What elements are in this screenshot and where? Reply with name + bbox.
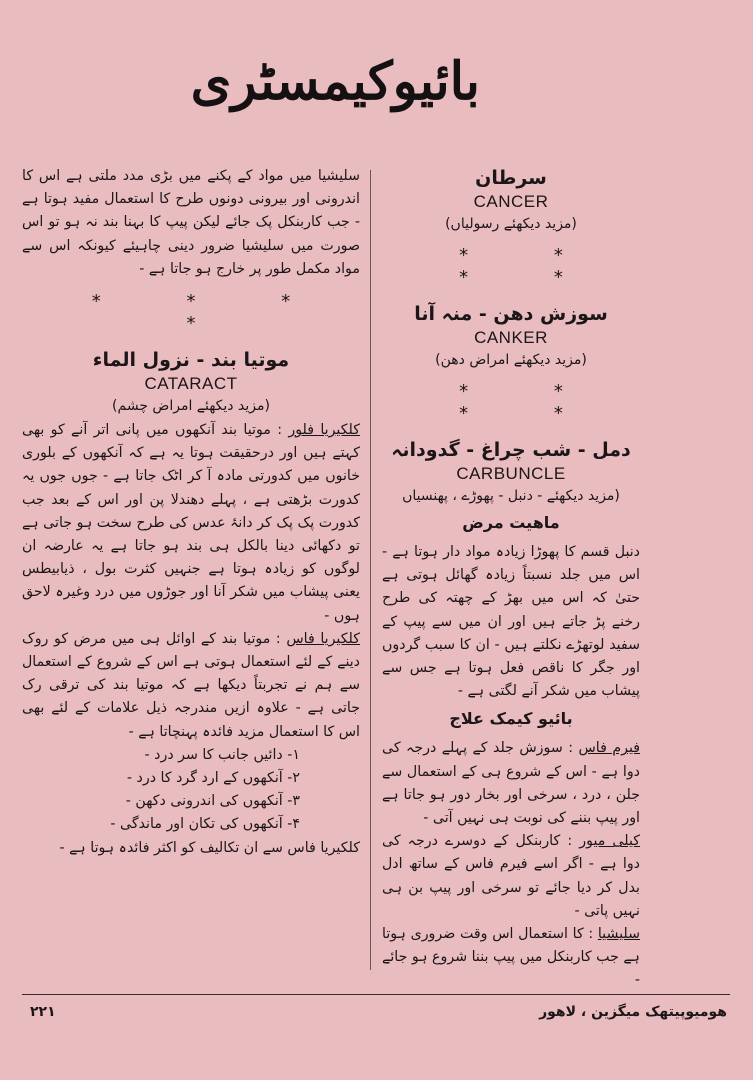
heading-carbuncle-urdu: دمل - شب چراغ - گدودانہ	[391, 439, 631, 461]
list-item: ۱- دائیں جانب کا سر درد -	[144, 746, 300, 763]
remedy-text-calcarea-phos: : موتیا بند کے اوائل ہی میں مرض کو روک دینے کے لئے استعمال ہوتی ہے اس کے شروع کے استعمال سے ہم نے تجربتاً دیکھا ہے کہ موتیا بند کی ترقی رک جاتی ہے - علاوہ ازیں مندرجہ ذیل علامات کے لئے بھی اس کا استعمال مزید فائدہ پہنچاتا ہے -	[22, 630, 360, 740]
see-also-canker: (مزید دیکھئے امراض دھن)	[435, 352, 587, 368]
section-separator: * * * *	[459, 245, 603, 288]
heading-cancer-english: CANCER	[473, 192, 549, 211]
heading-cataract-english: CATARACT	[144, 374, 238, 394]
subheading-nature-of-disease: ماھیت مرض	[462, 513, 560, 532]
paragraph-silicea	[382, 923, 640, 993]
remedy-name-ferrum-phos: فیرم فاس	[578, 740, 641, 757]
paragraph-calcarea-fluor	[22, 419, 360, 628]
footer-magazine-name: ھومیوپیتھک میگزین ، لاھور	[539, 1004, 727, 1020]
paragraph-silicea-continued: سلیشیا میں مواد کے پکنے میں بڑی مدد ملتی ہے اس کا اندرونی اور بیرونی دونوں طرح کا استعمال مفید ہوتا ہے - جب کاربنکل پک جائے لیکن پیپ کا بہنا بند نہ ہو تو اس صورت میں سلیشیا ضرور دینی چاہیئے کیونکہ اس سے مواد مکمل طور پر خارج ہو جاتا ہے -	[22, 168, 360, 277]
section-carbuncle	[382, 437, 640, 993]
remedy-name-silicea: سلیشیا	[597, 926, 640, 943]
remedy-text-kali-mur: : کاربنکل کے دوسرے درجہ کی دوا ہے - اگر اسے فیرم فاس کے ساتھ ادل بدل کر دیا جائے تو سرخی اور پیپ بن ہی نہیں پاتی -	[382, 833, 640, 919]
see-also-carbuncle: (مزید دیکھئے - دنبل - پھوڑے ، پھنسیاں	[402, 488, 620, 504]
heading-cancer-urdu: سرطان	[475, 167, 547, 189]
remedy-name-calcarea-phos: کلکیریا فاس	[286, 630, 361, 647]
paragraph-calcarea-phos	[22, 628, 360, 744]
subheading-biochemic-treatment: بائیو کیمک علاج	[449, 709, 573, 729]
remedy-text-silicea: : کا استعمال اس وقت ضروری ہوتا ہے جب کاربنکل میں پیپ بننا شروع ہو جائے -	[382, 926, 640, 989]
remedy-name-calcarea-fluor: کلکیریا فلور	[288, 422, 361, 439]
remedy-text-calcarea-fluor: : موتیا بند آنکھوں میں پانی اتر آنے کو بھی کہتے ہیں اور درحقیقت ہوتا یہ ہے کہ آنکھوں کے بلوری خانوں میں کدورتی مادہ آ کر اٹک جاتا ہے - جوں جوں یہ کدورت بڑھتی ہے ، پہلے دھندلا پن اور اس کے بعد جب کدورت پک پک کر دانۂ عدس کی طرح سخت ہو جاتی ہے تو دکھائی دینا بالکل ہی بند ہو جاتا ہے یہ عارضہ ان لوگوں کو زیادہ ہوتا ہے جنہیں کثرت بول ، ذیابیطس یعنی پیشاب میں شکر آنا اور جوڑوں میں درد وغیرہ لاحق ہوں -	[22, 422, 360, 624]
list-item: ۳- آنکھوں کی اندرونی دکھن -	[125, 793, 300, 810]
remedy-name-kali-mur: کیلی میور	[579, 833, 640, 850]
heading-cataract-urdu: موتیا بند - نزول الماء	[92, 349, 290, 372]
paragraph-kali-mur	[382, 830, 640, 923]
list-item: ۲- آنکھوں کے ارد گرد کا درد -	[126, 770, 300, 787]
paragraph-nature-of-disease: دنبل قسم کا پھوڑا زیادہ مواد دار ہوتا ہے - اس میں جلد نسبتاً زیادہ گھائل ہوتی ہے حتیٰ کہ اس میں بھڑ کے چھتہ کی طرح رخنے پڑ جاتے ہیں اور ان میں سے پیپ کے سفید لوتھڑے نکلتے ہیں - ان کا سبب گردوں اور جگر کا ناقص فعل ہوتا ہے جس سے پیشاب میں شکر آنے لگتی ہے -	[382, 544, 640, 700]
section-separator: * * * *	[91, 291, 331, 335]
heading-carbuncle-english: CARBUNCLE	[456, 464, 566, 483]
paragraph-closing: کلکیریا فاس سے ان تکالیف کو اکثر فائدہ ہوتا ہے -	[59, 839, 360, 856]
heading-canker-urdu: سوزش دھن - منہ آنا	[414, 303, 608, 325]
section-cataract	[22, 347, 360, 860]
section-canker	[382, 301, 640, 371]
left-column	[22, 165, 360, 985]
column-divider	[370, 170, 371, 970]
heading-canker-english: CANKER	[474, 328, 548, 347]
section-cancer	[382, 165, 640, 235]
section-separator: * * * *	[459, 381, 603, 424]
footer-divider	[22, 994, 730, 995]
see-also-cataract: (مزید دیکھئے امراض چشم)	[112, 398, 270, 415]
remedy-text-ferrum-phos: : سوزش جلد کے پہلے درجہ کی دوا ہے - اس کے شروع ہی کے استعمال سے جلن ، درد ، سرخی اور بخار دور ہو جاتا ہے اور پیپ بننے کی نوبت ہی نہیں آتی -	[382, 740, 640, 827]
see-also-cancer: (مزید دیکھئے رسولیاں)	[445, 216, 577, 232]
page-title: بائیوکیمسٹری	[190, 51, 480, 112]
list-item: ۴- آنکھوں کی تکان اور ماندگی -	[110, 816, 300, 833]
right-column	[382, 165, 641, 989]
paragraph-ferrum-phos	[382, 737, 640, 830]
footer-page-number: ۲۲۱	[30, 1004, 56, 1020]
